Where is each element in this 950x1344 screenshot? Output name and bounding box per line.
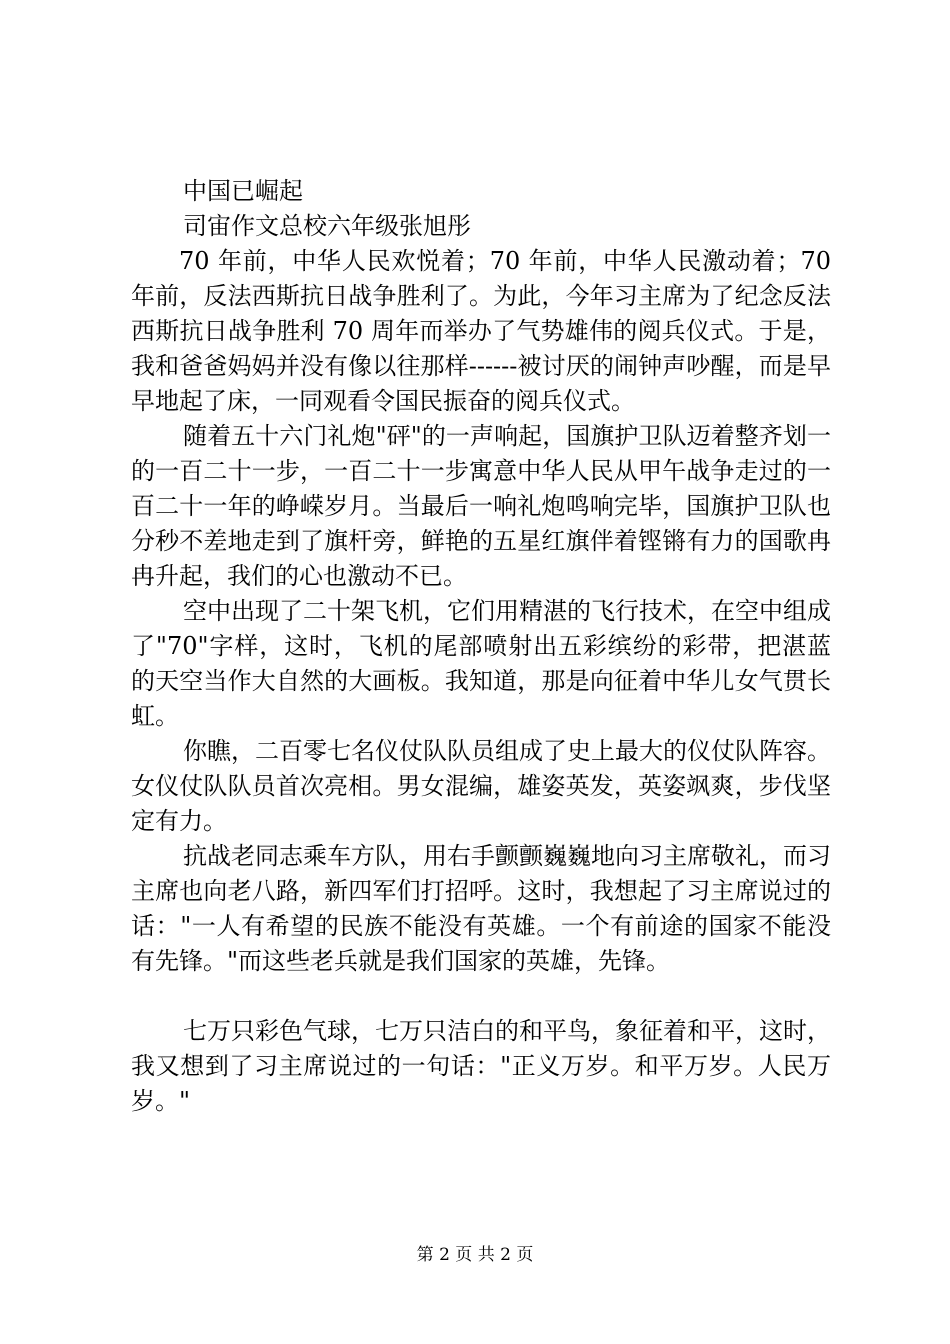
- paragraph-3: 空中出现了二十架飞机，它们用精湛的飞行技术，在空中组成了"70"字样，这时，飞机的尾部喷射出五彩缤纷的彩带，把湛蓝的天空当作大自然的大画板。我知道，那是向征着中华儿女气贯长虹。: [131, 597, 831, 730]
- author-line: 司宙作文总校六年级张旭彤: [183, 212, 471, 240]
- paragraph-1: 70 年前，中华人民欢悦着；70 年前，中华人民激动着；70 年前，反法西斯抗日战争胜利了。为此，今年习主席为了纪念反法西斯抗日战争胜利 70 周年而举办了气势雄伟的阅兵仪式。于是，我和爸爸妈妈并没有像以往那样------被讨厌的闹钟声吵醒，而是早早地起了床，一同观看令国民振奋的阅兵仪式。: [131, 247, 831, 415]
- paragraph-2: 随着五十六门礼炮"砰"的一声响起，国旗护卫队迈着整齐划一的一百二十一步，一百二十一步寓意中华人民从甲午战争走过的一百二十一年的峥嵘岁月。当最后一响礼炮鸣响完毕，国旗护卫队也分秒不差地走到了旗杆旁，鲜艳的五星红旗伴着铿锵有力的国歌冉冉升起，我们的心也激动不已。: [131, 422, 831, 590]
- paragraph-5: 抗战老同志乘车方队，用右手颤颤巍巍地向习主席敬礼，而习主席也向老八路，新四军们打招呼。这时，我想起了习主席说过的话："一人有希望的民族不能没有英雄。一个有前途的国家不能没有先锋。"而这些老兵就是我们国家的英雄，先锋。: [131, 842, 831, 975]
- paragraph-6: 七万只彩色气球，七万只洁白的和平鸟，象征着和平，这时，我又想到了习主席说过的一句话："正义万岁。和平万岁。人民万岁。": [131, 1017, 831, 1115]
- essay-title: 中国已崛起: [183, 177, 303, 205]
- document-body: [131, 174, 831, 1119]
- page-footer: 第 2 页 共 2 页: [416, 1245, 534, 1265]
- paragraph-4: 你瞧，二百零七名仪仗队队员组成了史上最大的仪仗队阵容。女仪仗队队员首次亮相。男女混编，雄姿英发，英姿飒爽，步伐坚定有力。: [131, 737, 831, 835]
- paragraph-spacer: [131, 979, 831, 1014]
